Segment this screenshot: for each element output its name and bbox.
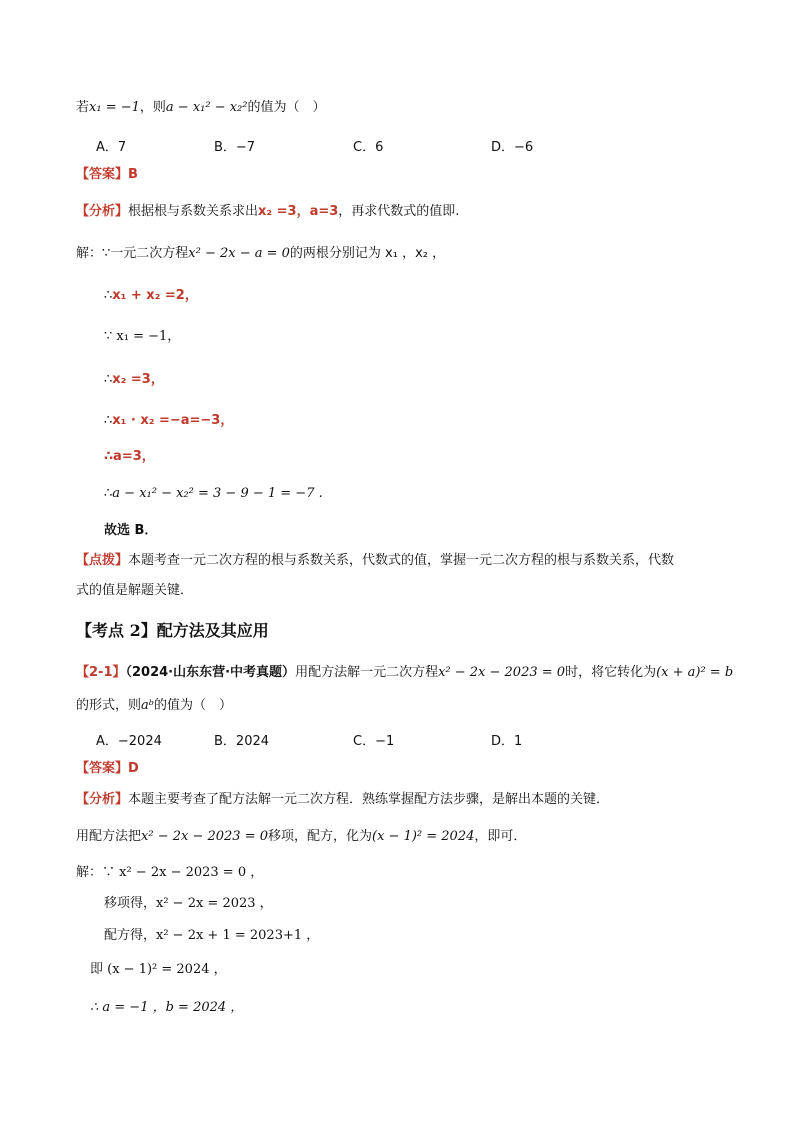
a1-step-3 xyxy=(104,371,164,389)
q1-option-c: C．6 xyxy=(353,140,384,155)
q1-stem-cond: x₁ = −1 xyxy=(89,100,140,115)
a2-step-4: ∴ a = −1 ，b = 2024 ， xyxy=(90,1000,244,1015)
a1-solution-intro xyxy=(76,245,445,263)
a1-conclude: 故选 B． xyxy=(104,523,158,538)
a1-analysis-red: x₂ =3，a=3 xyxy=(258,204,339,219)
a2-answer-tag: 【答案】 xyxy=(76,761,129,776)
q2-line2-expr: aᵇ xyxy=(141,698,154,713)
q1-option-d: D．−6 xyxy=(491,140,534,155)
a1-step-5 xyxy=(104,448,155,466)
a1-sol-suffix: 的两根分别记为 x₁ ，x₂ ， xyxy=(289,246,446,261)
q2-stem-form: (x + a)² = b xyxy=(656,665,734,680)
a1-analysis-pre: 根据根与系数关系求出 xyxy=(128,204,259,219)
a2-method-form: (x − 1)² = 2024 xyxy=(372,829,475,844)
a1-step3-therefore: ∴ xyxy=(104,372,113,387)
a1-step5-therefore: ∴ xyxy=(104,449,114,464)
a1-answer-value: B xyxy=(128,167,138,182)
a1-analysis-post: ，再求代数式的值即. xyxy=(338,204,460,219)
a1-step-2: ∵ x₁ = −1， xyxy=(104,329,181,344)
a2-method-eq: x² − 2x − 2023 = 0 xyxy=(141,829,268,844)
q2-option-c: C．−1 xyxy=(353,734,395,749)
a2-solution-line: 解：∵ x² − 2x − 2023 = 0 ， xyxy=(76,865,264,880)
a1-answer-tag: 【答案】 xyxy=(76,167,129,182)
a2-step-2: 配方得，x² − 2x + 1 = 2023+1 ， xyxy=(104,928,320,943)
a2-answer-value: D xyxy=(128,761,139,776)
a2-method-pre: 用配方法把 xyxy=(76,829,142,844)
a1-step5: a=3， xyxy=(113,449,155,464)
a1-sol-eq: x² − 2x − a = 0 xyxy=(188,246,290,261)
a1-step4: x₁ · x₂ =−a=−3， xyxy=(112,413,234,428)
a2-method xyxy=(76,828,526,846)
a1-step6: a − x₁² − x₂² = 3 − 9 − 1 = −7 . xyxy=(112,486,323,501)
q2-stem xyxy=(76,664,733,682)
a1-tip-line1: 本题考查一元二次方程的根与系数关系，代数式的值，掌握一元二次方程的根与系数关系，代数 xyxy=(128,553,675,568)
q2-line2-post: 的值为（ ） xyxy=(153,698,232,713)
a2-step-3: 即 (x − 1)² = 2024 ， xyxy=(90,962,227,977)
a2-analysis-text: 本题主要考查了配方法解一元二次方程．熟练掌握配方法步骤，是解出本题的关键． xyxy=(128,792,610,807)
q2-source: （2024·山东东营·中考真题） xyxy=(125,665,296,680)
a1-step4-therefore: ∴ xyxy=(104,413,113,428)
q1-option-b: B．−7 xyxy=(214,140,256,155)
q2-label: 【2-1】 xyxy=(76,665,126,680)
a1-analysis-tag: 【分析】 xyxy=(76,204,129,219)
a1-analysis xyxy=(76,203,459,221)
a1-sol-prefix: 解：∵一元二次方程 xyxy=(76,246,189,261)
a2-method-post: ，即可． xyxy=(474,829,527,844)
q2-option-a: A．−2024 xyxy=(96,734,162,749)
q1-stem-expr: a − x₁² − x₂² xyxy=(165,100,248,115)
a1-step1-pre: ∴ xyxy=(104,288,113,303)
q1-stem-suffix: 的值为（ ） xyxy=(247,100,326,115)
a2-analysis xyxy=(76,791,609,809)
q2-stem-mid: 时，将它转化为 xyxy=(565,665,657,680)
a1-step-6 xyxy=(104,485,323,503)
q1-stem-prefix: 若 xyxy=(76,100,90,115)
a1-step3: x₂ =3， xyxy=(112,372,164,387)
a2-step-1: 移项得，x² − 2x = 2023 ， xyxy=(104,896,273,911)
q2-stem-line2 xyxy=(76,697,232,715)
a1-step-4 xyxy=(104,412,233,430)
a2-analysis-tag: 【分析】 xyxy=(76,792,129,807)
a2-method-mid: 移项，配方，化为 xyxy=(268,829,373,844)
a1-step6-therefore: ∴ xyxy=(104,486,113,501)
q1-stem-mid: ，则 xyxy=(139,100,166,115)
a2-answer xyxy=(76,760,139,778)
q1-stem xyxy=(76,99,326,117)
q2-line2-pre: 的形式，则 xyxy=(76,698,142,713)
a1-tip-tag: 【点拨】 xyxy=(76,553,129,568)
a1-step1: x₁ + x₂ =2， xyxy=(112,288,198,303)
a1-answer xyxy=(76,166,138,184)
a1-tip xyxy=(76,552,674,570)
q2-option-d: D．1 xyxy=(491,734,523,749)
q2-stem-eq: x² − 2x − 2023 = 0 xyxy=(438,665,566,680)
a1-step-1 xyxy=(104,287,198,305)
q2-stem-pre: 用配方法解一元二次方程 xyxy=(295,665,439,680)
q2-option-b: B．2024 xyxy=(214,734,270,749)
q1-option-a: A．7 xyxy=(96,140,127,155)
a1-tip-line2: 式的值是解题关键． xyxy=(76,583,194,598)
section-title: 【考点 2】配方法及其应用 xyxy=(76,621,269,640)
